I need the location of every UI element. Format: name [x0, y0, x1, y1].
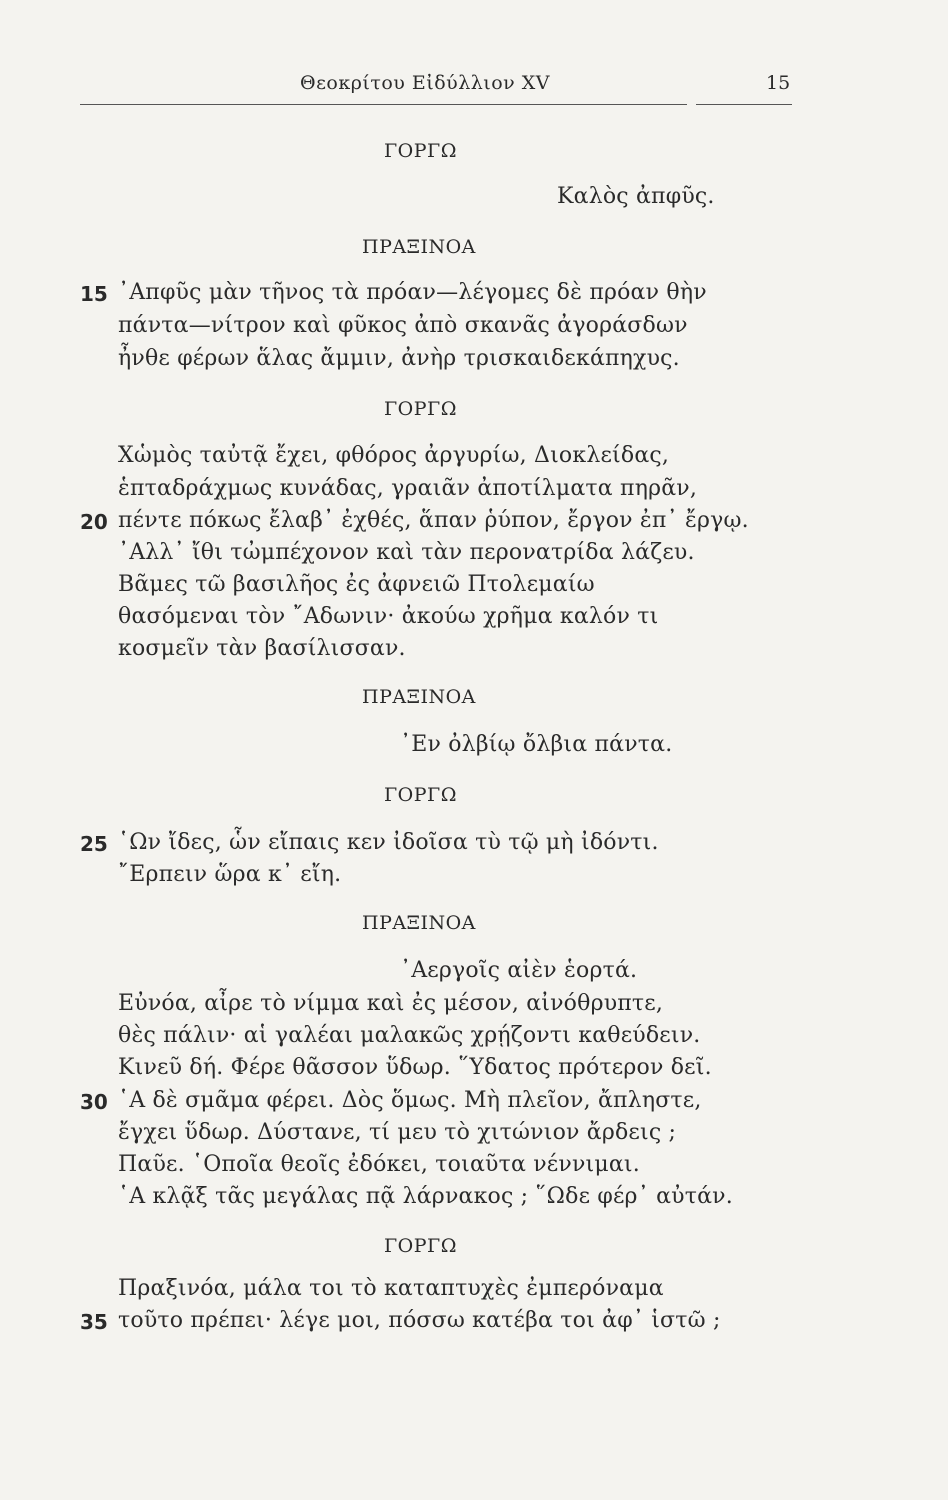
header-rule: [80, 104, 687, 105]
verse-line: ἦνθε φέρων ἅλας ἄμμιν, ἀνὴρ τρισκαιδεκάπηχυς.: [118, 346, 680, 371]
page-number-rule: [696, 104, 792, 105]
verse-line: ἔγχει ὕδωρ. Δύστανε, τί μευ τὸ χιτώνιον ἄρδεις ;: [118, 1120, 677, 1145]
verse-line: ἑπταδράχμως κυνάδας, γραιᾶν ἀποτίλματα πηρᾶν,: [118, 476, 698, 501]
verse-line: Βᾶμες τῶ βασιλῆος ἐς ἀφνειῶ Πτολεμαίω: [118, 572, 595, 597]
verse-line: ῾Α δὲ σμᾶμα φέρει. Δὸς ὅμως. Μὴ πλεῖον, ἄπληστε,: [118, 1088, 702, 1113]
verse-line: θασόμεναι τὸν ῎Αδωνιν· ἀκούω χρῆμα καλόν τι: [118, 604, 659, 629]
verse-line: ᾿Απφῦς μὰν τῆνος τὰ πρόαν—λέγομες δὲ πρόαν θὴν: [118, 280, 707, 305]
verse-line: Κινεῦ δή. Φέρε θᾶσσον ὕδωρ. ῞Υδατος πρότερον δεῖ.: [118, 1055, 712, 1080]
verse-line: ᾿Εν ὀλβίῳ ὄλβια πάντα.: [400, 732, 673, 757]
header-title: Θεοκρίτου Εἰδύλλιον XV: [300, 72, 551, 94]
verse-line: Καλὸς ἀπφῦς.: [557, 184, 715, 209]
speaker-name: ΠΡΑΞΙΝΟΑ: [362, 686, 476, 708]
line-number: 25: [80, 832, 108, 856]
line-number: 30: [80, 1090, 108, 1114]
speaker-name: ΠΡΑΞΙΝΟΑ: [362, 236, 476, 258]
speaker-name: ΓΟΡΓΩ: [384, 1235, 457, 1257]
verse-line: ῎Ερπειν ὥρα κ᾿ εἴη.: [118, 862, 342, 887]
speaker-name: ΓΟΡΓΩ: [384, 140, 457, 162]
line-number: 15: [80, 282, 108, 306]
line-number: 20: [80, 510, 108, 534]
verse-line: ᾿Αεργοῖς αἰὲν ἑορτά.: [400, 958, 638, 983]
page-number: 15: [766, 72, 791, 94]
speaker-name: ΓΟΡΓΩ: [384, 398, 457, 420]
verse-line: πέντε πόκως ἔλαβ᾿ ἐχθές, ἅπαν ῥύπον, ἔργον ἐπ᾿ ἔργῳ.: [118, 508, 749, 533]
verse-line: ῾Ων ἴδες, ὧν εἴπαις κεν ἰδοῖσα τὺ τῷ μὴ ἰδόντι.: [118, 830, 659, 855]
line-number: 35: [80, 1310, 108, 1334]
verse-line: Πραξινόα, μάλα τοι τὸ καταπτυχὲς ἐμπερόναμα: [118, 1276, 664, 1301]
speaker-name: ΓΟΡΓΩ: [384, 784, 457, 806]
speaker-name: ΠΡΑΞΙΝΟΑ: [362, 912, 476, 934]
verse-line: Παῦε. ῾Οποῖα θεοῖς ἐδόκει, τοιαῦτα νέννιμαι.: [118, 1152, 640, 1177]
verse-line: θὲς πάλιν· αἱ γαλέαι μαλακῶς χρῄζοντι καθεύδειν.: [118, 1023, 701, 1048]
verse-line: Εὐνόα, αἶρε τὸ νίμμα καὶ ἐς μέσον, αἰνόθρυπτε,: [118, 991, 664, 1016]
verse-line: κοσμεῖν τὰν βασίλισσαν.: [118, 636, 406, 661]
verse-line: Χὡμὸς ταὐτᾷ ἔχει, φθόρος ἀργυρίω, Διοκλείδας,: [118, 443, 670, 468]
verse-line: τοῦτο πρέπει· λέγε μοι, πόσσω κατέβα τοι ἀφ᾿ ἱστῶ ;: [118, 1308, 721, 1333]
verse-line: πάντα—νίτρον καὶ φῦκος ἀπὸ σκανᾶς ἀγοράσδων: [118, 313, 688, 338]
verse-line: ῾Α κλᾷξ τᾶς μεγάλας πᾷ λάρνακος ; ῞Ωδε φέρ᾿ αὐτάν.: [118, 1184, 733, 1209]
verse-line: ᾿Αλλ᾿ ἴθι τὠμπέχονον καὶ τὰν περονατρίδα λάζευ.: [118, 540, 695, 565]
